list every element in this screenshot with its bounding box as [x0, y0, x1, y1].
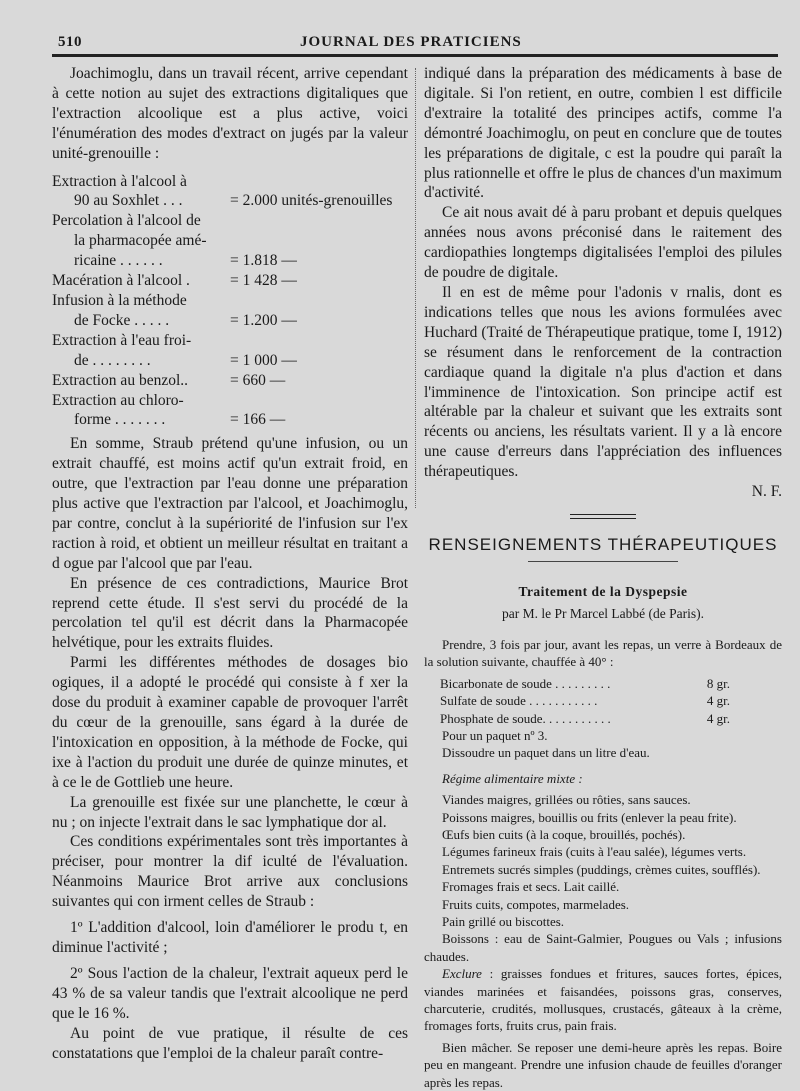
regime-item: Pain grillé ou biscottes.: [442, 914, 565, 930]
body-paragraph: En somme, Straub prétend qu'une infusion, ou un extrait chauffé, est moins actif qu'un extrait froid, en outre, que l'extraction par l'eau donne une préparation plus active que l'extraction par l'alcool, et Joachimoglu, par contre, conclut à la supériorité de l'infusion sur l'ex raction à roid, et obtient un meilleur résultat en traitant a d ogue par l'alcool que par l'eau.: [52, 435, 408, 572]
regime-item: Œufs bien cuits (à la coque, brouillés, pochés).: [442, 827, 686, 842]
intro-paragraph: Joachimoglu, dans un travail récent, arrive cependant à cette notion au sujet des extractions digitaliques que l'extraction alcoolique est a plus active, voici l'énumération des modes d'extract on jugés par la valeur unité-grenouille :: [52, 65, 408, 162]
section-title: RENSEIGNEMENTS THÉRAPEUTIQUES: [428, 534, 778, 554]
article-author: par M. le Pr Marcel Labbé (de Paris).: [501, 605, 705, 621]
regime-item: Poissons maigres, bouillis ou frits (enlever la peau frite).: [442, 809, 737, 825]
body-paragraph: Il en est de même pour l'adonis v rnalis, dont es indications telles que nous les avions formulées avec Huchard (Traité de Thérapeutique pratique, tome I, 1912) se résument dans le renforcement de la contraction cardiaque quand la digitale n'a plus d'action et dans l'imminence de l'intoxication. Son principe actif est altérable par la chaleur et suivant que les extraits sont récents ou anciens, les résultats varient. Il y a là encore une cause d'erreurs dans l'appréciation des influences thérapeutiques.: [424, 283, 782, 481]
extraction-row: forme . . . . . . . = 166 —: [74, 411, 286, 429]
extraction-row: de . . . . . . . . = 1 000 —: [74, 351, 297, 369]
body-paragraph: En présence de ces contradictions, Maurice Brot reprend cette étude. Il s'est servi du procédé de la percolation tel qu'il est décrit dans la Pharmacopée helvétique, pour les extraits fluides.: [52, 574, 408, 652]
extraction-row: Infusion à la méthode: [52, 291, 187, 309]
body-paragraph: indiqué dans la préparation des médicaments à base de digitale. Si l'on retient, en outre, combien l est difficile d'extraire la totalité des principes actifs, comme l'a démontré Joachimoglu, on peut en conclure que de toutes les préparations de digitale, c est la poudre qui paraît la plus rationnelle et offre le plus de chances d'un maximum d'activité.: [424, 65, 782, 202]
section-separator: [570, 514, 636, 519]
conclusion-2: 2º Sous l'action de la chaleur, l'extrait aqueux perd le 43 % de sa valeur tandis que l'extrait alcoolique ne perd que le 16 %.: [52, 964, 408, 1022]
extraction-table: [52, 172, 408, 431]
extraction-row: Extraction à l'alcool à: [52, 172, 187, 190]
extraction-row: Percolation à l'alcool de: [52, 212, 201, 230]
regime-item: Entremets sucrés simples (puddings, crèmes cuites, soufflés).: [442, 861, 761, 877]
body-paragraph: Ces conditions expérimentales sont très importantes à préciser, pour montrer la dif iculté de l'évaluation. Néanmoins Maurice Brot arrive aux conclusions suivantes qui con irment celles de Straub :: [52, 833, 408, 911]
extraction-row: Extraction à l'eau froi-: [52, 331, 192, 349]
extraction-row: de Focke . . . . . = 1.200 —: [74, 311, 297, 329]
journal-title: JOURNAL DES PRATICIENS: [300, 34, 522, 50]
extraction-row: Extraction au benzol.. = 660 —: [52, 371, 286, 389]
column-divider: [415, 68, 417, 508]
header-rule: [52, 54, 778, 57]
regime-item: Viandes maigres, grillées ou rôties, sans sauces.: [442, 792, 691, 808]
regime-title: Régime alimentaire mixte :: [442, 770, 583, 786]
final-advice: Bien mâcher. Se reposer une demi-heure après les repas. Boire peu en mangeant. Prendre une infusion chaude de feuilles d'oranger après les repas.: [424, 1039, 782, 1090]
left-column: [52, 64, 408, 1063]
page-number: 510: [58, 34, 82, 50]
conclusion-1: 1º L'addition d'alcool, loin d'améliorer le produ t, en diminue l'activité ;: [52, 919, 408, 956]
body-paragraph: Au point de vue pratique, il résulte de ces constatations que l'emploi de la chaleur paraît contre-: [52, 1024, 408, 1062]
article-title: Traitement de la Dyspepsie: [518, 583, 688, 599]
prescription-item: Bicarbonate de soude . . . . . . . . . 8 gr.: [440, 675, 730, 691]
regime-item: Fruits cuits, compotes, marmelades.: [442, 896, 630, 912]
prescription-item: Phosphate de soude. . . . . . . . . . . 4 gr.: [440, 710, 730, 726]
prescription-note: Pour un paquet nº 3.: [442, 727, 548, 743]
prescription-item: Sulfate de soude . . . . . . . . . . . 4 gr.: [440, 693, 730, 709]
regime-item: Boissons : eau de Saint-Galmier, Pougues ou Vals ; infusions chaudes.: [424, 931, 782, 964]
body-paragraph: La grenouille est fixée sur une planchette, le cœur à nu ; on injecte l'extrait dans le sac lymphatique dor al.: [52, 793, 408, 831]
exclude-list: Exclure : graisses fondues et fritures, sauces fortes, épices, viandes marinées et faisandées, poissons gras, conserves, charcuterie, crudités, mollusques, crustacés, gâteaux à la crème, fromages forts, fruits crus, pain frais.: [424, 966, 782, 1034]
body-paragraph: Parmi les différentes méthodes de dosages bio ogiques, il a adopté le procédé qui consiste à f xer la dose du produit à examiner capable de provoquer l'arrêt du cœur de la grenouille, sans égard à la durée de l'intoxication en opposition, à la méthode de Focke, qui ixe à l'action du produit une durée de quinze minutes, et à ce le de Gottlieb une heure.: [52, 654, 408, 791]
body-paragraph: Ce ait nous avait dé à paru probant et depuis quelques années nous avons préconisé dans le raitement des cardiopathies longtemps digitalisées l'emploi des pilules de poudre de digitale.: [424, 204, 782, 282]
author-initials: N. F.: [751, 483, 782, 501]
extraction-row: ricaine . . . . . . = 1.818 —: [74, 252, 297, 270]
extraction-row: Macération à l'alcool . = 1 428 —: [52, 272, 297, 290]
prescription-intro: Prendre, 3 fois par jour, avant les repas, un verre à Bordeaux de la solution suivante, chauffée à 40° :: [424, 636, 782, 670]
right-column: [424, 64, 782, 1091]
extraction-row: la pharmacopée amé-: [74, 232, 207, 250]
prescription-list: [440, 675, 782, 727]
regime-item: Légumes farineux frais (cuits à l'eau salée), légumes verts.: [442, 844, 747, 860]
extraction-row: Extraction au chloro-: [52, 391, 184, 409]
extraction-row: 90 au Soxhlet . . . = 2.000 unités-grenouilles: [74, 192, 393, 210]
prescription-note: Dissoudre un paquet dans un litre d'eau.: [442, 745, 650, 761]
regime-item: Fromages frais et secs. Lait caillé.: [442, 879, 620, 895]
title-underline: [528, 561, 678, 562]
